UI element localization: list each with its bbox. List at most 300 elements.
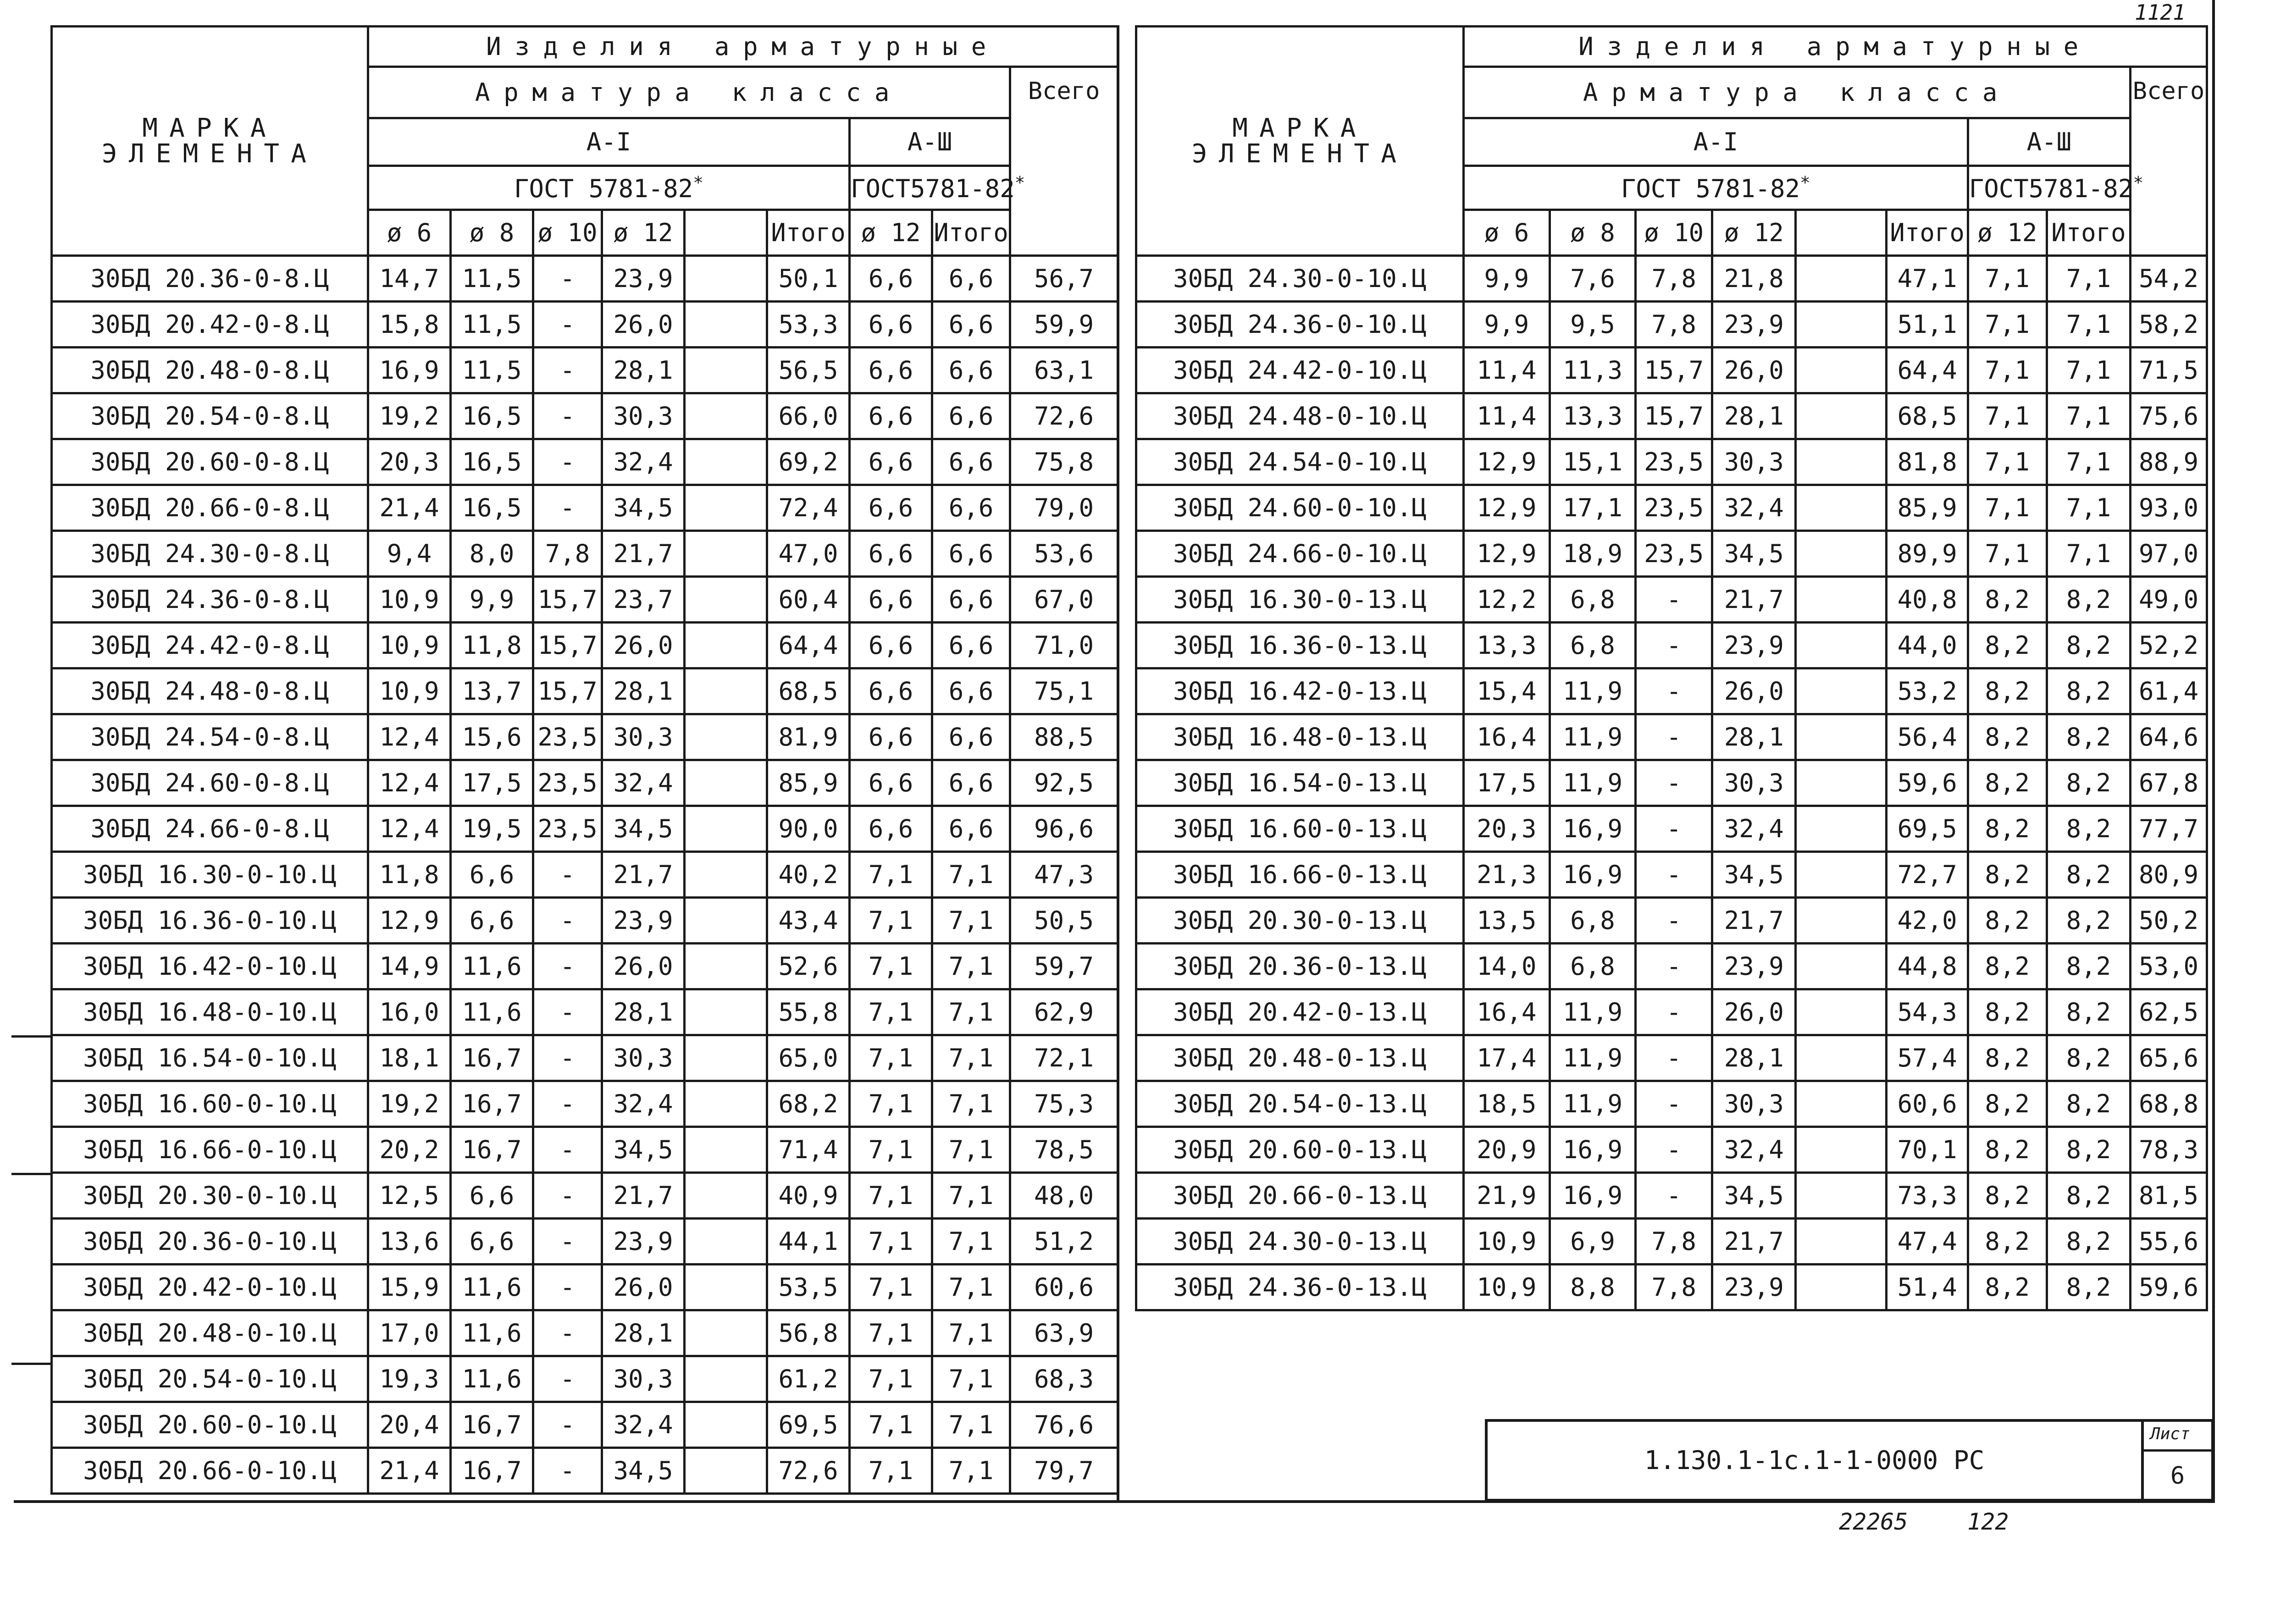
d10-value: - xyxy=(533,944,602,989)
d10-value: - xyxy=(1636,1173,1712,1219)
d8-value: 11,6 xyxy=(451,1356,533,1402)
total-value: 59,9 xyxy=(1010,302,1118,348)
d10-value: 23,5 xyxy=(1636,531,1712,577)
d8-value: 16,9 xyxy=(1550,806,1636,852)
total-value: 81,5 xyxy=(2131,1173,2207,1219)
element-mark: 30БД 24.54-0-8.Ц xyxy=(52,714,368,760)
table-row xyxy=(1136,577,2207,623)
subtotal-a1-value: 53,2 xyxy=(1887,668,1968,714)
d10-value: 23,5 xyxy=(1636,439,1712,485)
d6-value: 18,5 xyxy=(1464,1081,1550,1127)
table-row xyxy=(52,1035,1118,1081)
subtotal-a1-value: 85,9 xyxy=(767,760,850,806)
d12-a3-value: 8,2 xyxy=(1968,623,2047,668)
d12-value: 32,4 xyxy=(602,439,685,485)
d12-value: 23,9 xyxy=(602,256,685,302)
d6-value: 18,1 xyxy=(368,1035,451,1081)
subtotal-a3-value: 7,1 xyxy=(932,1265,1010,1310)
empty-cell xyxy=(1796,944,1887,989)
d8-value: 6,6 xyxy=(451,852,533,898)
d12-a3-value: 7,1 xyxy=(1968,439,2047,485)
d12-a3-value: 7,1 xyxy=(850,1035,932,1081)
table-row xyxy=(1136,623,2207,668)
table-row xyxy=(52,531,1118,577)
mark-column-header: МАРКА ЭЛЕМЕНТА xyxy=(52,27,368,256)
subtotal-a3-value: 7,1 xyxy=(932,852,1010,898)
left-spec-table xyxy=(50,25,1119,1495)
d10-value: - xyxy=(533,1173,602,1219)
subtotal-a3-value: 7,1 xyxy=(2047,348,2130,393)
table-row xyxy=(52,760,1118,806)
d12-value: 34,5 xyxy=(602,485,685,531)
d8-value: 11,6 xyxy=(451,989,533,1035)
d6-value: 11,8 xyxy=(368,852,451,898)
empty-cell xyxy=(1796,760,1887,806)
empty-cell xyxy=(1796,989,1887,1035)
d6-value: 20,3 xyxy=(368,439,451,485)
total-value: 88,9 xyxy=(2131,439,2207,485)
d6-value: 16,0 xyxy=(368,989,451,1035)
total-value: 96,6 xyxy=(1010,806,1118,852)
d10-value: - xyxy=(1636,1035,1712,1081)
empty-cell xyxy=(1796,806,1887,852)
d10-value: 15,7 xyxy=(1636,393,1712,439)
empty-cell xyxy=(685,1265,767,1310)
table-row xyxy=(1136,439,2207,485)
table-row xyxy=(52,1310,1118,1356)
subtotal-a3-value: 7,1 xyxy=(932,1081,1010,1127)
empty-cell xyxy=(685,1173,767,1219)
total-value: 65,6 xyxy=(2131,1035,2207,1081)
d12-a3-value: 6,6 xyxy=(850,714,932,760)
table-row xyxy=(1136,531,2207,577)
empty-cell xyxy=(685,760,767,806)
subtotal-a3-value: 6,6 xyxy=(932,348,1010,393)
subtotal-a1-value: 56,4 xyxy=(1887,714,1968,760)
d6-value: 10,9 xyxy=(1464,1219,1550,1265)
rebar-class-header: Арматура класса xyxy=(368,67,1010,118)
d8-value: 16,7 xyxy=(451,1035,533,1081)
element-mark: 30БД 16.42-0-10.Ц xyxy=(52,944,368,989)
table-row xyxy=(1136,989,2207,1035)
subtotal-a3-value: 8,2 xyxy=(2047,989,2130,1035)
table-row xyxy=(1136,714,2207,760)
d6-value: 21,4 xyxy=(368,485,451,531)
mark-column-header: МАРКА ЭЛЕМЕНТА xyxy=(1136,27,1464,256)
subtotal-a1-value: 42,0 xyxy=(1887,898,1968,944)
d12-value: 34,5 xyxy=(1712,531,1796,577)
empty-cell xyxy=(685,256,767,302)
table-row xyxy=(52,714,1118,760)
total-value: 68,3 xyxy=(1010,1356,1118,1402)
table-row xyxy=(1136,1265,2207,1310)
element-mark: 30БД 20.36-0-8.Ц xyxy=(52,256,368,302)
element-mark: 30БД 16.36-0-10.Ц xyxy=(52,898,368,944)
element-mark: 30БД 16.54-0-10.Ц xyxy=(52,1035,368,1081)
element-mark: 30БД 16.66-0-13.Ц xyxy=(1136,852,1464,898)
empty-cell xyxy=(1796,439,1887,485)
d6-value: 20,2 xyxy=(368,1127,451,1173)
element-mark: 30БД 20.60-0-8.Ц xyxy=(52,439,368,485)
table-row xyxy=(52,989,1118,1035)
d10-value: - xyxy=(533,393,602,439)
d6-value: 12,9 xyxy=(1464,531,1550,577)
element-mark: 30БД 24.36-0-10.Ц xyxy=(1136,302,1464,348)
d8-value: 15,1 xyxy=(1550,439,1636,485)
empty-cell xyxy=(1796,393,1887,439)
d6-value: 12,9 xyxy=(368,898,451,944)
d12-value: 28,1 xyxy=(1712,393,1796,439)
sheet-number: 6 xyxy=(2170,1462,2185,1490)
d12-a3-value: 6,6 xyxy=(850,485,932,531)
subtotal-a3-value: 8,2 xyxy=(2047,806,2130,852)
d6-value: 12,5 xyxy=(368,1173,451,1219)
table-row xyxy=(1136,348,2207,393)
empty-cell xyxy=(685,852,767,898)
d10-value: 7,8 xyxy=(1636,1219,1712,1265)
element-mark: 30БД 20.66-0-8.Ц xyxy=(52,485,368,531)
table-row xyxy=(52,944,1118,989)
d12-a3-value: 7,1 xyxy=(1968,348,2047,393)
subtotal-a3-value: 8,2 xyxy=(2047,1265,2130,1310)
d12-a3-value: 7,1 xyxy=(850,1448,932,1494)
total-value: 79,0 xyxy=(1010,485,1118,531)
empty-cell xyxy=(685,1448,767,1494)
d8-value: 7,6 xyxy=(1550,256,1636,302)
d12-a3-value: 8,2 xyxy=(1968,668,2047,714)
total-value: 78,5 xyxy=(1010,1127,1118,1173)
total-value: 72,6 xyxy=(1010,393,1118,439)
d12-value: 28,1 xyxy=(602,989,685,1035)
total-header: Всего xyxy=(2131,67,2207,256)
subtotal-a3-value: 6,6 xyxy=(932,760,1010,806)
element-mark: 30БД 16.60-0-13.Ц xyxy=(1136,806,1464,852)
subtotal-a1-value: 68,2 xyxy=(767,1081,850,1127)
d8-value: 16,5 xyxy=(451,393,533,439)
element-mark: 30БД 24.66-0-10.Ц xyxy=(1136,531,1464,577)
empty-cell xyxy=(1796,714,1887,760)
empty-header-cell xyxy=(685,210,767,256)
d6-header: ø 6 xyxy=(368,210,451,256)
d10-value: - xyxy=(1636,577,1712,623)
d6-value: 13,6 xyxy=(368,1219,451,1265)
subtotal-a1-value: 60,4 xyxy=(767,577,850,623)
d10-value: - xyxy=(533,348,602,393)
d8-value: 15,6 xyxy=(451,714,533,760)
d12-value: 26,0 xyxy=(602,302,685,348)
d8-value: 16,7 xyxy=(451,1402,533,1448)
subtotal-a1-value: 61,2 xyxy=(767,1356,850,1402)
subtotal-a3-value: 8,2 xyxy=(2047,1035,2130,1081)
element-mark: 30БД 20.54-0-13.Ц xyxy=(1136,1081,1464,1127)
table-row xyxy=(52,439,1118,485)
element-mark: 30БД 24.48-0-8.Ц xyxy=(52,668,368,714)
empty-header-cell xyxy=(1796,210,1887,256)
subtotal-a3-value: 7,1 xyxy=(932,1356,1010,1402)
empty-cell xyxy=(685,485,767,531)
element-mark: 30БД 20.30-0-13.Ц xyxy=(1136,898,1464,944)
subtotal-a3-value: 8,2 xyxy=(2047,852,2130,898)
d12-value: 21,8 xyxy=(1712,256,1796,302)
d12-value: 28,1 xyxy=(1712,714,1796,760)
gost-a1-header: ГОСТ 5781-82* xyxy=(1464,166,1968,210)
total-value: 51,2 xyxy=(1010,1219,1118,1265)
empty-cell xyxy=(1796,852,1887,898)
subtotal-a3-value: 6,6 xyxy=(932,531,1010,577)
empty-cell xyxy=(1796,668,1887,714)
element-mark: 30БД 16.48-0-13.Ц xyxy=(1136,714,1464,760)
sheet-label-line xyxy=(2144,1449,2211,1452)
total-header: Всего xyxy=(1010,67,1118,256)
subtotal-a3-value: 6,6 xyxy=(932,806,1010,852)
d6-value: 9,4 xyxy=(368,531,451,577)
d6-value: 19,2 xyxy=(368,1081,451,1127)
subtotal-a1-value: 44,1 xyxy=(767,1219,850,1265)
table-row xyxy=(52,898,1118,944)
empty-cell xyxy=(685,348,767,393)
element-mark: 30БД 20.60-0-13.Ц xyxy=(1136,1127,1464,1173)
table-row xyxy=(52,485,1118,531)
empty-cell xyxy=(685,898,767,944)
class-a1-header: А-I xyxy=(368,118,850,166)
subtotal-a3-value: 6,6 xyxy=(932,485,1010,531)
table-row xyxy=(52,1127,1118,1173)
gost-a1-header: ГОСТ 5781-82* xyxy=(368,166,850,210)
d8-value: 6,8 xyxy=(1550,944,1636,989)
d12-value: 23,9 xyxy=(1712,302,1796,348)
subtotal-a3-value: 8,2 xyxy=(2047,1081,2130,1127)
d12-value: 26,0 xyxy=(602,1265,685,1310)
subtotal-a3-value: 6,6 xyxy=(932,393,1010,439)
d8-value: 11,9 xyxy=(1550,989,1636,1035)
total-value: 62,5 xyxy=(2131,989,2207,1035)
element-mark: 30БД 20.42-0-8.Ц xyxy=(52,302,368,348)
element-mark: 30БД 20.66-0-10.Ц xyxy=(52,1448,368,1494)
subtotal-a3-value: 8,2 xyxy=(2047,1219,2130,1265)
empty-cell xyxy=(685,1310,767,1356)
d6-header: ø 6 xyxy=(1464,210,1550,256)
subtotal-a1-value: 69,5 xyxy=(767,1402,850,1448)
subtotal-a1-value: 47,1 xyxy=(1887,256,1968,302)
subtotal-a1-value: 85,9 xyxy=(1887,485,1968,531)
element-mark: 30БД 16.66-0-10.Ц xyxy=(52,1127,368,1173)
d6-value: 19,3 xyxy=(368,1356,451,1402)
d12-value: 23,9 xyxy=(1712,1265,1796,1310)
d12-a3-value: 7,1 xyxy=(850,1402,932,1448)
total-value: 59,6 xyxy=(2131,1265,2207,1310)
d8-value: 11,9 xyxy=(1550,714,1636,760)
total-value: 53,6 xyxy=(1010,531,1118,577)
empty-cell xyxy=(1796,1127,1887,1173)
total-value: 55,6 xyxy=(2131,1219,2207,1265)
d8-value: 6,6 xyxy=(451,1173,533,1219)
d12-a3-value: 6,6 xyxy=(850,348,932,393)
d8-value: 9,5 xyxy=(1550,302,1636,348)
d12-a3-value: 8,2 xyxy=(1968,944,2047,989)
d10-value: 7,8 xyxy=(1636,302,1712,348)
subtotal-a3-value: 7,1 xyxy=(932,1127,1010,1173)
d10-value: - xyxy=(533,1219,602,1265)
element-mark: 30БД 24.30-0-8.Ц xyxy=(52,531,368,577)
d12-a3-value: 7,1 xyxy=(1968,302,2047,348)
d8-value: 11,9 xyxy=(1550,1035,1636,1081)
empty-cell xyxy=(1796,1173,1887,1219)
d12-header: ø 12 xyxy=(602,210,685,256)
total-value: 50,5 xyxy=(1010,898,1118,944)
d10-value: - xyxy=(1636,714,1712,760)
subtotal-a1-value: 64,4 xyxy=(1887,348,1968,393)
subtotal-a1-value: 55,8 xyxy=(767,989,850,1035)
d10-value: - xyxy=(533,898,602,944)
d10-value: - xyxy=(533,485,602,531)
d12-value: 26,0 xyxy=(602,944,685,989)
table-row xyxy=(1136,1081,2207,1127)
d8-value: 11,3 xyxy=(1550,348,1636,393)
subtotal-a3-value: 7,1 xyxy=(2047,393,2130,439)
subtotal-a1-value: 59,6 xyxy=(1887,760,1968,806)
empty-cell xyxy=(1796,1219,1887,1265)
page-corner-number: 1121 xyxy=(2135,0,2186,25)
table-row xyxy=(1136,898,2207,944)
empty-cell xyxy=(1796,485,1887,531)
element-mark: 30БД 24.48-0-10.Ц xyxy=(1136,393,1464,439)
right-table-body xyxy=(1136,256,2207,1310)
d12-value: 32,4 xyxy=(602,760,685,806)
d6-value: 15,8 xyxy=(368,302,451,348)
d6-value: 21,9 xyxy=(1464,1173,1550,1219)
table-row xyxy=(1136,760,2207,806)
d6-value: 21,3 xyxy=(1464,852,1550,898)
element-mark: 30БД 16.30-0-10.Ц xyxy=(52,852,368,898)
inventory-number: 22265 xyxy=(1839,1508,1908,1535)
total-value: 61,4 xyxy=(2131,668,2207,714)
empty-cell xyxy=(1796,1265,1887,1310)
d10-value: - xyxy=(533,302,602,348)
empty-cell xyxy=(685,944,767,989)
products-header: Изделия арматурные xyxy=(368,27,1118,67)
element-mark: 30БД 20.54-0-8.Ц xyxy=(52,393,368,439)
gost-a3-header: ГОСТ5781-82* xyxy=(850,166,1010,210)
d6-value: 20,9 xyxy=(1464,1127,1550,1173)
total-value: 50,2 xyxy=(2131,898,2207,944)
d6-value: 10,9 xyxy=(368,668,451,714)
total-value: 68,8 xyxy=(2131,1081,2207,1127)
table-row xyxy=(52,1081,1118,1127)
d12-a3-value: 6,6 xyxy=(850,439,932,485)
d8-value: 17,1 xyxy=(1550,485,1636,531)
subtotal-a3-value: 6,6 xyxy=(932,577,1010,623)
empty-cell xyxy=(1796,623,1887,668)
title-block xyxy=(1485,1419,2214,1502)
subtotal-a1-value: 71,4 xyxy=(767,1127,850,1173)
d6-value: 11,4 xyxy=(1464,348,1550,393)
d6-value: 12,2 xyxy=(1464,577,1550,623)
table-row xyxy=(52,1265,1118,1310)
empty-cell xyxy=(685,439,767,485)
d6-value: 17,4 xyxy=(1464,1035,1550,1081)
d6-value: 14,7 xyxy=(368,256,451,302)
table-row xyxy=(52,668,1118,714)
d10-value: - xyxy=(533,439,602,485)
subtotal-a1-value: 69,2 xyxy=(767,439,850,485)
d12-a3-value: 8,2 xyxy=(1968,1035,2047,1081)
d10-value: - xyxy=(533,989,602,1035)
d12-value: 28,1 xyxy=(602,348,685,393)
d12-a3-value: 8,2 xyxy=(1968,852,2047,898)
total-value: 93,0 xyxy=(2131,485,2207,531)
d12-value: 30,3 xyxy=(602,1356,685,1402)
total-value: 71,0 xyxy=(1010,623,1118,668)
d8-value: 6,8 xyxy=(1550,577,1636,623)
subtotal-a3-value: 6,6 xyxy=(932,714,1010,760)
d12-a3-value: 6,6 xyxy=(850,760,932,806)
d10-value: - xyxy=(533,1265,602,1310)
d8-value: 11,9 xyxy=(1550,668,1636,714)
d6-value: 16,9 xyxy=(368,348,451,393)
element-mark: 30БД 20.48-0-13.Ц xyxy=(1136,1035,1464,1081)
total-value: 75,3 xyxy=(1010,1081,1118,1127)
total-value: 72,1 xyxy=(1010,1035,1118,1081)
subtotal-a1-value: 56,5 xyxy=(767,348,850,393)
empty-cell xyxy=(685,668,767,714)
d12-a3-value: 6,6 xyxy=(850,302,932,348)
total-value: 47,3 xyxy=(1010,852,1118,898)
element-mark: 30БД 24.60-0-10.Ц xyxy=(1136,485,1464,531)
d8-value: 11,9 xyxy=(1550,1081,1636,1127)
d10-value: - xyxy=(1636,623,1712,668)
d10-value: - xyxy=(533,1035,602,1081)
margin-tick xyxy=(11,1173,53,1175)
subtotal-a3-value: 7,1 xyxy=(932,1402,1010,1448)
d6-value: 17,5 xyxy=(1464,760,1550,806)
total-value: 97,0 xyxy=(2131,531,2207,577)
class-a3-header: А-Ш xyxy=(1968,118,2130,166)
d12-value: 32,4 xyxy=(1712,1127,1796,1173)
d10-value: 15,7 xyxy=(533,577,602,623)
subtotal-a3-value: 8,2 xyxy=(2047,1127,2130,1173)
total-value: 71,5 xyxy=(2131,348,2207,393)
d8-value: 11,8 xyxy=(451,623,533,668)
subtotal-a1-value: 72,7 xyxy=(1887,852,1968,898)
total-value: 54,2 xyxy=(2131,256,2207,302)
d10-value: - xyxy=(533,1127,602,1173)
subtotal-a1-value: 60,6 xyxy=(1887,1081,1968,1127)
d10-header: ø 10 xyxy=(533,210,602,256)
empty-cell xyxy=(1796,256,1887,302)
total-value: 67,0 xyxy=(1010,577,1118,623)
d8-value: 16,5 xyxy=(451,439,533,485)
d10-value: 23,5 xyxy=(1636,485,1712,531)
d8-value: 18,9 xyxy=(1550,531,1636,577)
d12-a3-value: 7,1 xyxy=(1968,531,2047,577)
d8-value: 6,9 xyxy=(1550,1219,1636,1265)
d6-value: 10,9 xyxy=(368,577,451,623)
d8-value: 11,6 xyxy=(451,1265,533,1310)
empty-cell xyxy=(685,577,767,623)
d12-a3-value: 8,2 xyxy=(1968,1219,2047,1265)
d6-value: 14,0 xyxy=(1464,944,1550,989)
d6-value: 21,4 xyxy=(368,1448,451,1494)
table-row xyxy=(52,1219,1118,1265)
d12-value: 34,5 xyxy=(602,1448,685,1494)
subtotal-a3-value: 7,1 xyxy=(932,1219,1010,1265)
d12-value: 28,1 xyxy=(1712,1035,1796,1081)
d12-a3-value: 8,2 xyxy=(1968,760,2047,806)
margin-tick xyxy=(11,1363,53,1365)
subtotal-a1-value: 89,9 xyxy=(1887,531,1968,577)
table-row xyxy=(52,623,1118,668)
d12-value: 28,1 xyxy=(602,1310,685,1356)
